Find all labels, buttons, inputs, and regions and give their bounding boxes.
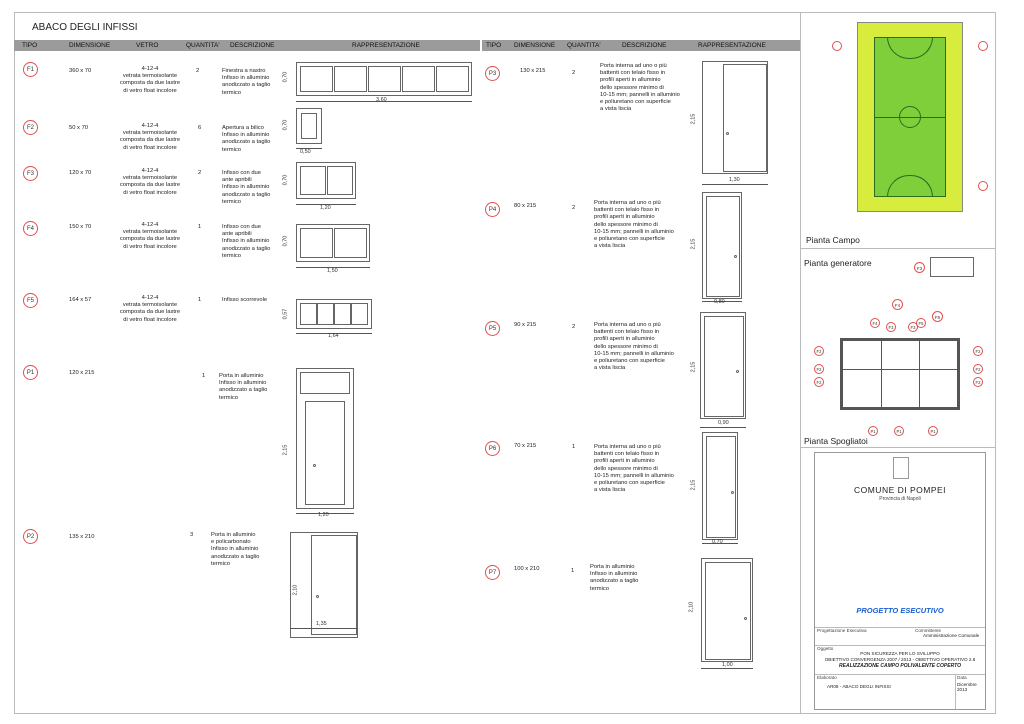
- generator-plan: [930, 257, 974, 277]
- plan-callout: P1: [868, 426, 878, 436]
- door-drawing-p3: [702, 61, 768, 174]
- window-drawing-f4: [296, 224, 370, 262]
- glass-pane: [300, 303, 317, 325]
- type-badge: P6: [485, 441, 500, 456]
- door-handle: [744, 617, 747, 620]
- door-handle: [313, 464, 316, 467]
- height-dimension: 0,70: [282, 119, 289, 131]
- header-vetro: VETRO: [136, 42, 159, 49]
- width-dimension: 1,20: [318, 512, 329, 518]
- description: Porta interna ad uno o più battenti con telaio fisso in profili aperti in alluminio dello spessore minimo di 10-15 mm; pannelli in alluminio e poliuretano con superficie a vista liscia: [600, 63, 680, 113]
- quantity: 1: [202, 373, 206, 379]
- panel-divider: [800, 12, 801, 714]
- field-plan: [857, 22, 963, 212]
- quantity: 2: [198, 170, 202, 176]
- section-marker: [978, 181, 988, 191]
- quantity: 1: [198, 224, 202, 230]
- quantity: 1: [198, 297, 202, 303]
- description: Porta in alluminio Infisso in alluminio anodizzato a taglio termico: [219, 373, 268, 401]
- committente-value: Amministrazione Comunale: [923, 633, 980, 638]
- page-title: ABACO DEGLI INFISSI: [32, 22, 138, 33]
- door-leaf: [705, 562, 751, 660]
- wall: [919, 341, 920, 407]
- quantity: 2: [572, 70, 576, 76]
- section-marker: [978, 41, 988, 51]
- door-drawing-p4: [702, 192, 742, 299]
- section-marker: [832, 41, 842, 51]
- width-dimension: 0,50: [300, 149, 311, 155]
- dimension: 164 x 57: [69, 297, 92, 303]
- wall: [881, 341, 882, 407]
- data-value: Dicembre 2013: [957, 682, 977, 692]
- dimension: 360 x 70: [69, 68, 92, 74]
- type-badge: P1: [23, 365, 38, 380]
- title-block: [814, 452, 986, 710]
- municipal-crest: [893, 457, 909, 479]
- bottom-arc: [887, 175, 933, 197]
- glass-pane: [351, 303, 368, 325]
- header-rappresentazione: RAPPRESENTAZIONE: [352, 42, 420, 49]
- top-arc: [887, 37, 933, 59]
- dimension-line: [701, 668, 753, 669]
- data-label: Data: [957, 675, 967, 680]
- plan-callout: F2: [973, 346, 983, 356]
- type-badge: P4: [485, 202, 500, 217]
- width-dimension: 1,64: [328, 333, 339, 339]
- glass-spec: 4-12-4 vetrata termoisolante composta da due lastre di vetro float incolore: [119, 123, 181, 151]
- door-drawing-p1: [296, 368, 354, 509]
- type-badge: P7: [485, 565, 500, 580]
- door-drawing-p5: [700, 312, 746, 419]
- window-drawing-f2: [296, 108, 322, 144]
- progettazione-label: Progettazione Esecutiva: [817, 628, 867, 633]
- type-badge: F2: [23, 120, 38, 135]
- plan-callout: F5: [932, 311, 943, 322]
- quantity: 6: [198, 125, 202, 131]
- glass-pane: [334, 66, 367, 92]
- plan-callout: F4: [892, 299, 903, 310]
- dimension: 130 x 215: [520, 68, 546, 74]
- type-badge: P3: [485, 66, 500, 81]
- quantity: 2: [196, 68, 200, 74]
- quantity: 2: [572, 324, 576, 330]
- height-dimension: 2,15: [690, 361, 697, 373]
- plan-callout: F2: [973, 364, 983, 374]
- panel-divider: [800, 248, 996, 249]
- plan-callout: F2: [814, 346, 824, 356]
- door-handle: [731, 491, 734, 494]
- door-handle: [316, 595, 319, 598]
- plan-callout: F2: [814, 364, 824, 374]
- dimension-line: [702, 184, 768, 185]
- plan-callout: F2: [814, 377, 824, 387]
- oggetto-line3: REALIZZAZIONE CAMPO POLIVALENTE COPERTO: [839, 663, 961, 669]
- height-dimension: 0,70: [282, 235, 289, 247]
- panel-title-spogliatoi: Pianta Spogliatoi: [804, 436, 868, 446]
- width-dimension: 1,50: [327, 268, 338, 274]
- width-dimension: 3,60: [376, 97, 387, 103]
- plan-callout: P1: [894, 426, 904, 436]
- header-descrizione: DESCRIZIONE: [230, 42, 275, 49]
- dimension: 80 x 215: [514, 203, 537, 209]
- panel-title-campo: Pianta Campo: [806, 235, 860, 245]
- header-quantita: QUANTITA': [567, 42, 601, 49]
- plan-callout: F4: [870, 318, 880, 328]
- type-badge: P5: [485, 321, 500, 336]
- door-leaf: [706, 436, 736, 538]
- type-badge: F4: [23, 221, 38, 236]
- glass-pane: [334, 303, 351, 325]
- divider: [955, 674, 956, 709]
- right-table-header: [482, 40, 800, 51]
- door-leaf: [305, 401, 345, 505]
- type-badge: P2: [23, 529, 38, 544]
- type-badge: F3: [23, 166, 38, 181]
- comune-name: COMUNE DI POMPEI: [853, 485, 947, 495]
- height-dimension: 0,57: [282, 308, 289, 320]
- glass-spec: 4-12-4 vetrata termoisolante composta da due lastre di vetro float incolore: [119, 295, 181, 323]
- left-table-header: [14, 40, 480, 51]
- glass-spec: 4-12-4 vetrata termoisolante composta da due lastre di vetro float incolore: [119, 222, 181, 250]
- header-tipo: TIPO: [22, 42, 38, 49]
- door-drawing-p6: [702, 432, 738, 540]
- header-quantita: QUANTITA': [186, 42, 220, 49]
- panel-divider: [800, 447, 996, 448]
- quantity: 1: [572, 444, 576, 450]
- header-tipo: TIPO: [486, 42, 502, 49]
- door-handle: [736, 370, 739, 373]
- door-handle: [734, 255, 737, 258]
- header-rappresentazione: RAPPRESENTAZIONE: [698, 42, 766, 49]
- door-leaf: [311, 535, 357, 635]
- sash-left: [300, 166, 326, 195]
- plan-callout: F2: [973, 377, 983, 387]
- door-leaf: [723, 64, 767, 172]
- oggetto-label: Oggetto: [817, 646, 834, 651]
- type-badge: F1: [23, 62, 38, 77]
- height-dimension: 2,10: [292, 584, 299, 596]
- panel-title-generatore: Pianta generatore: [804, 258, 872, 268]
- dimension: 150 x 70: [69, 224, 92, 230]
- dimension: 120 x 70: [69, 170, 92, 176]
- type-badge: F5: [23, 293, 38, 308]
- dimension: 100 x 210: [514, 566, 540, 572]
- quantity: 1: [571, 568, 575, 574]
- height-dimension: 0,70: [282, 174, 289, 186]
- oggetto-line1: PON SICUREZZA PER LO SVILUPPO: [860, 651, 940, 656]
- plan-callout: F3: [886, 322, 896, 332]
- dimension: 120 x 215: [69, 370, 95, 376]
- description: Porta interna ad uno o più battenti con telaio fisso in profili aperti in alluminio dello spessore minimo di 10-15 mm; pannelli in alluminio e poliuretano con superficie a vista liscia: [594, 200, 674, 250]
- dimension: 70 x 215: [514, 443, 537, 449]
- committente-label: Committente: [915, 628, 942, 633]
- width-dimension: 1,30: [729, 177, 740, 183]
- dimension-line: [700, 427, 746, 428]
- glass-pane: [436, 66, 469, 92]
- sash-right: [327, 166, 353, 195]
- glass-spec: 4-12-4 vetrata termoisolante composta da due lastre di vetro float incolore: [119, 66, 181, 94]
- description: Apertura a bilico Infisso in alluminio anodizzato a taglio termico: [222, 125, 271, 153]
- quantity: 3: [190, 532, 194, 538]
- divider: [815, 645, 985, 646]
- height-dimension: 0,70: [282, 71, 289, 83]
- sash-right: [334, 228, 367, 258]
- center-circle: [899, 106, 921, 128]
- project-phase: PROGETTO ESECUTIVO: [856, 606, 944, 615]
- width-dimension: 0,90: [718, 420, 729, 426]
- height-dimension: 2,15: [690, 479, 697, 491]
- description: Infisso scorrevole: [222, 297, 268, 303]
- width-dimension: 0,70: [712, 539, 723, 545]
- dimension-line: [290, 628, 358, 629]
- description: Porta interna ad uno o più battenti con telaio fisso in profili aperti in alluminio dello spessore minimo di 10-15 mm; pannelli in alluminio e poliuretano con superficie a vista liscia: [594, 322, 674, 372]
- glass-pane: [402, 66, 435, 92]
- plan-callout: F3: [914, 262, 925, 273]
- height-dimension: 2,15: [690, 113, 697, 125]
- window-drawing-f3: [296, 162, 356, 199]
- elaborato-value: AR08 - ABACO DEGLI INFISSI: [827, 684, 891, 689]
- header-dimensione: DIMENSIONE: [514, 42, 556, 49]
- provincia-name: Provincia di Napoli: [879, 496, 921, 502]
- window-drawing-f5: [296, 299, 372, 329]
- dimension: 135 x 210: [69, 534, 95, 540]
- elaborato-label: Elaborato: [817, 675, 837, 680]
- description: Infisso con due ante apribili Infisso in alluminio anodizzato a taglio termico: [222, 170, 271, 205]
- quantity: 2: [572, 205, 576, 211]
- width-dimension: 1,00: [722, 662, 733, 668]
- description: Finestra a nastro Infisso in alluminio anodizzato a taglio termico: [222, 68, 271, 96]
- width-dimension: 0,80: [714, 299, 725, 305]
- sash-left: [300, 228, 333, 258]
- description: Porta in alluminio e policarbonato Infisso in alluminio anodizzato a taglio termico: [211, 532, 260, 567]
- height-dimension: 2,15: [282, 444, 289, 456]
- glass-pane: [301, 113, 317, 139]
- description: Porta in alluminio Infisso in alluminio anodizzato a taglio termico: [590, 564, 639, 592]
- door-drawing-p7: [701, 558, 753, 662]
- header-dimensione: DIMENSIONE: [69, 42, 111, 49]
- dimension: 90 x 215: [514, 322, 537, 328]
- width-dimension: 1,35: [316, 621, 327, 627]
- glass-pane: [368, 66, 401, 92]
- dimension: 50 x 70: [69, 125, 89, 131]
- door-handle: [726, 132, 729, 135]
- door-leaf: [704, 316, 744, 417]
- transom-panel: [300, 372, 350, 394]
- plan-callout: P1: [928, 426, 938, 436]
- description: Porta interna ad uno o più battenti con telaio fisso in profili aperti in alluminio dello spessore minimo di 10-15 mm; pannelli in alluminio e poliuretano con superficie a vista liscia: [594, 444, 674, 494]
- door-leaf: [706, 196, 740, 297]
- height-dimension: 2,10: [688, 601, 695, 613]
- plan-callout: F3: [908, 322, 918, 332]
- header-descrizione: DESCRIZIONE: [622, 42, 667, 49]
- playing-field: [874, 37, 946, 197]
- height-dimension: 2,15: [690, 238, 697, 250]
- locker-room-plan: [840, 338, 960, 410]
- glass-pane: [300, 66, 333, 92]
- width-dimension: 1,20: [320, 205, 331, 211]
- glass-pane: [317, 303, 334, 325]
- plan-callout: F5: [916, 318, 926, 328]
- glass-spec: 4-12-4 vetrata termoisolante composta da due lastre di vetro float incolore: [119, 168, 181, 196]
- description: Infisso con due ante apribili Infisso in alluminio anodizzato a taglio termico: [222, 224, 271, 259]
- oggetto-line2: OBIETTIVO CONVERGENZA 2007 / 2013 - OBIETTIVO OPERATIVO 2.8: [824, 657, 976, 662]
- wall: [843, 369, 957, 370]
- window-drawing-f1: [296, 62, 472, 96]
